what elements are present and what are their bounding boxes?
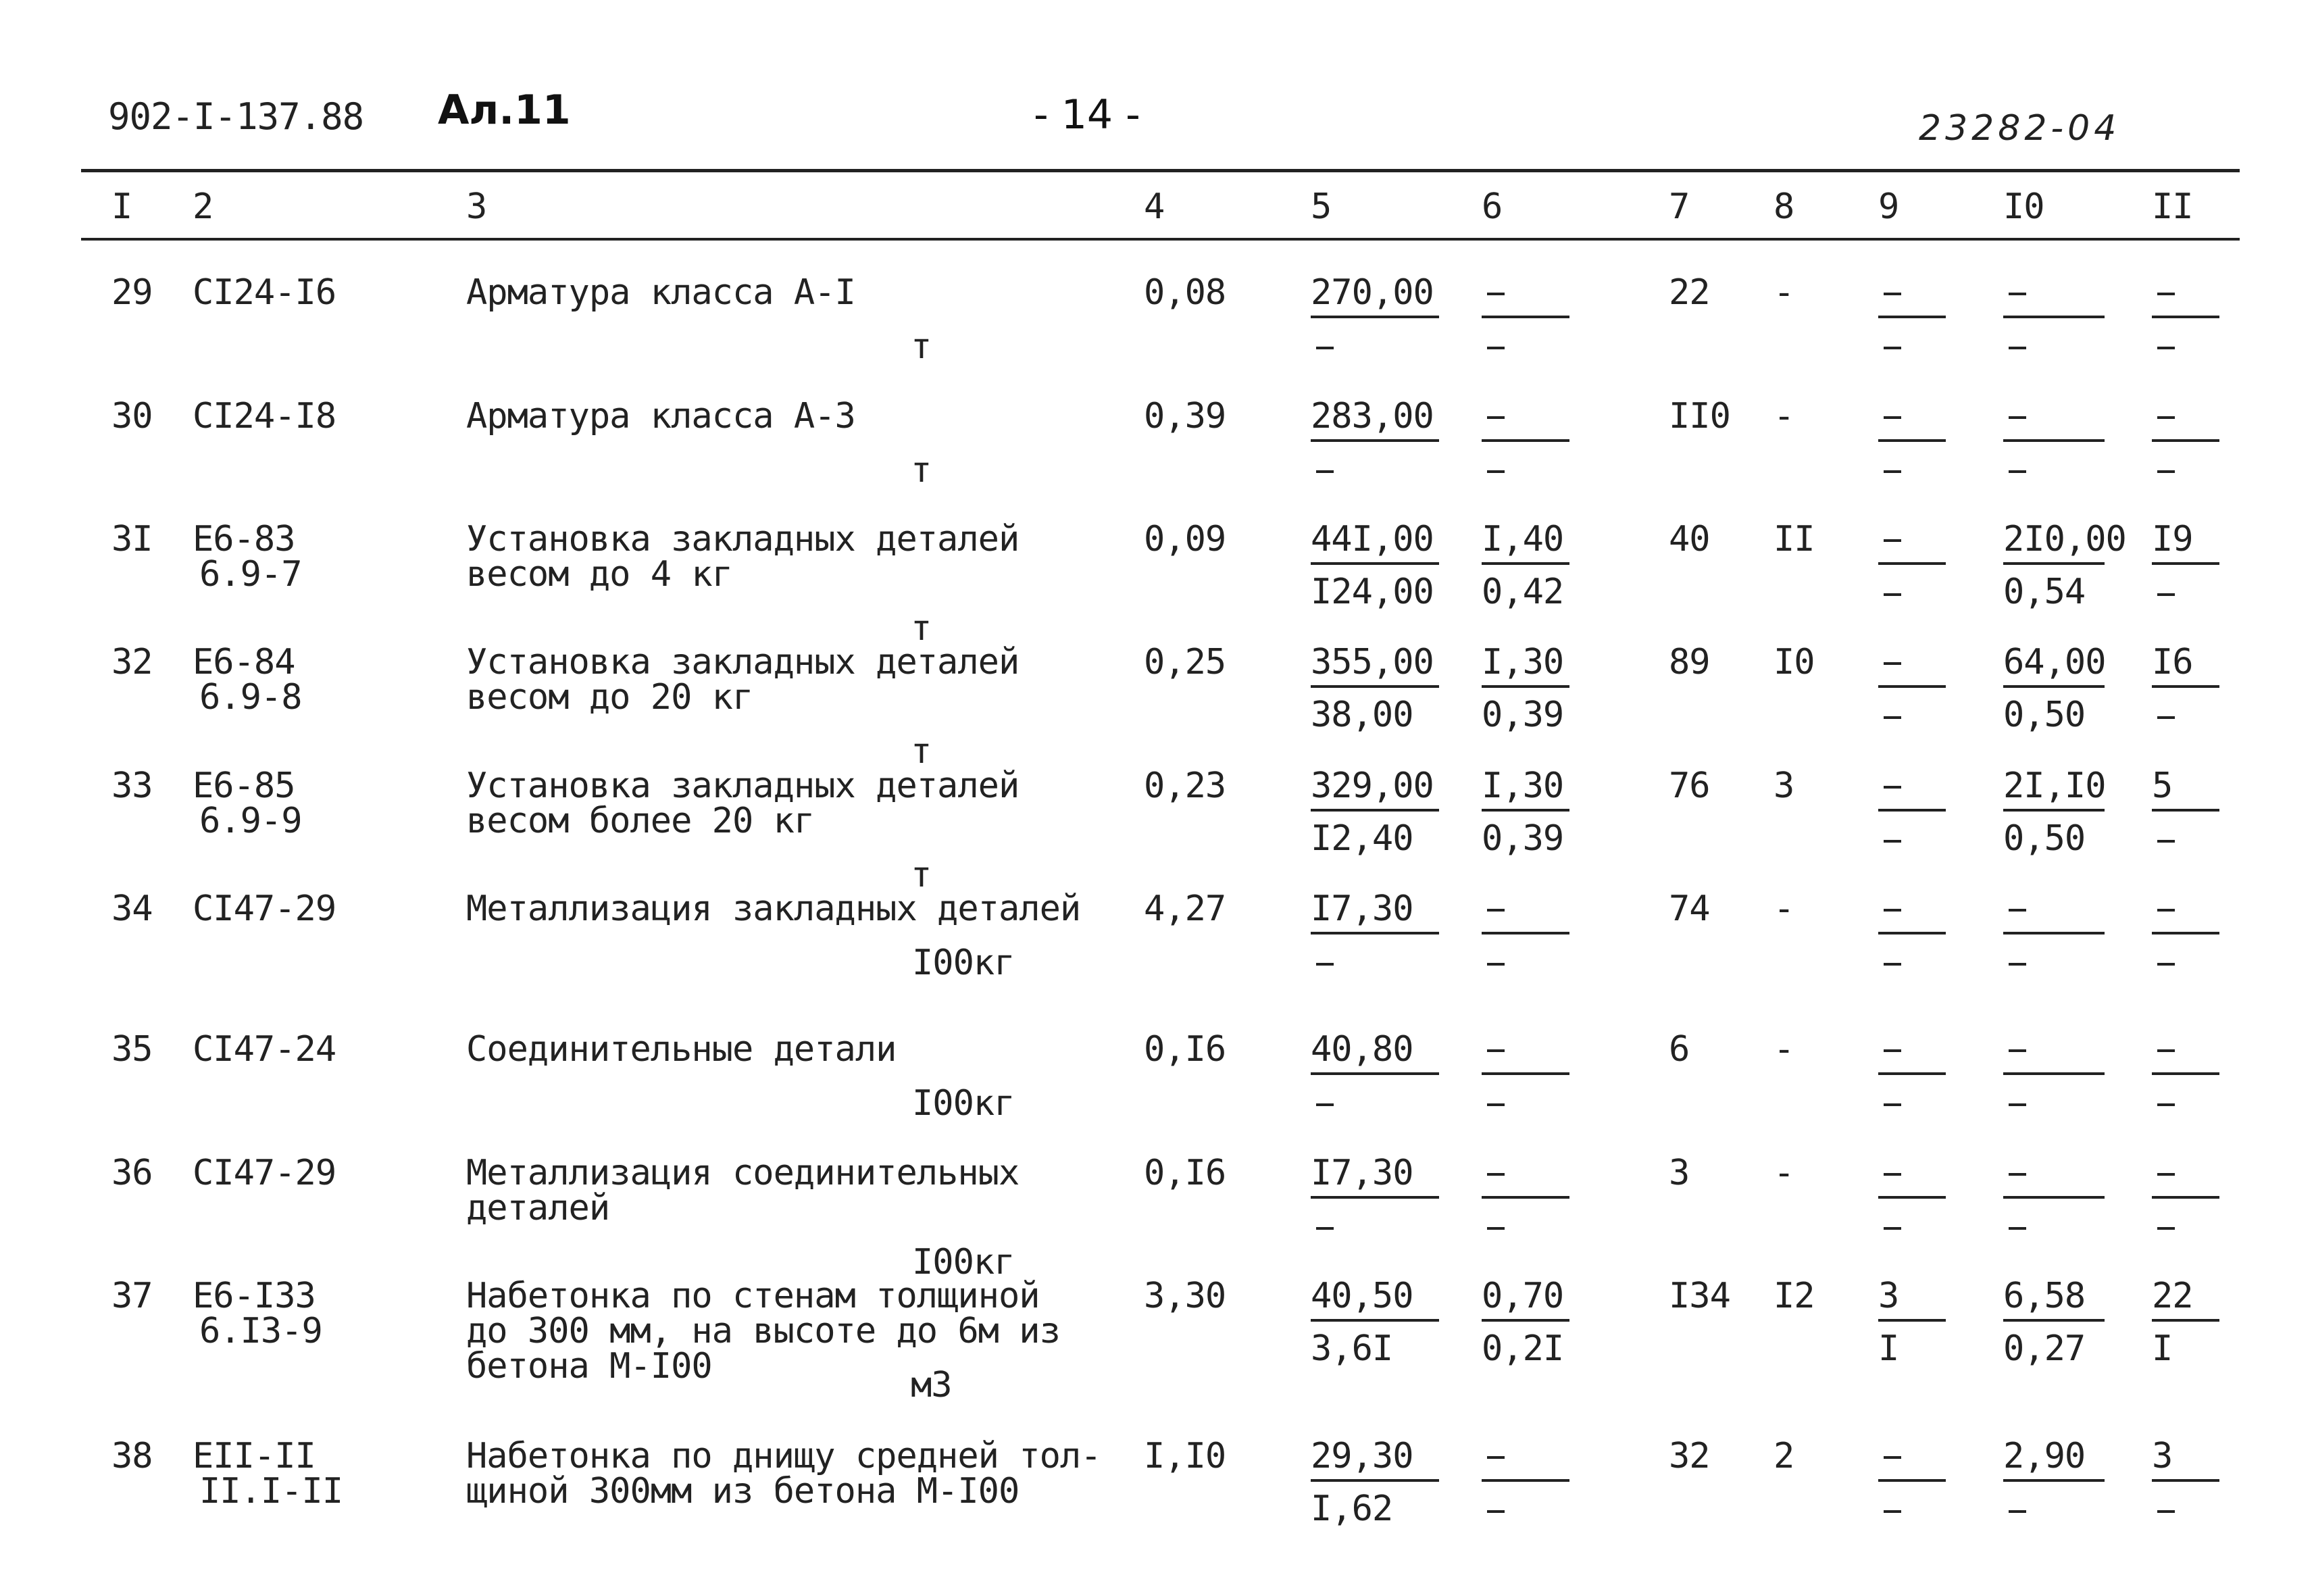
empty-value-dash (2009, 347, 2026, 349)
empty-value-dash (1884, 1103, 1901, 1106)
norm-code: Е6-84 (193, 642, 295, 682)
unit-of-measure: I00кг (912, 1083, 1015, 1124)
empty-value-dash (1487, 1510, 1505, 1513)
column-header-4: 4 (1144, 186, 1165, 227)
empty-value-dash (2157, 1173, 2175, 1176)
empty-value-dash (1487, 416, 1505, 419)
cost-c5-bottom: I,62 (1311, 1489, 1393, 1529)
empty-value-dash (2157, 593, 2175, 596)
cost-c5-top: 44I,00 (1311, 519, 1434, 559)
col7-value: II0 (1669, 396, 1730, 437)
underline-rule (1878, 685, 1946, 688)
empty-value-dash (2157, 716, 2175, 719)
work-description: деталей (466, 1188, 610, 1228)
norm-code: 6.9-9 (199, 801, 302, 841)
work-description: Набетонка по днищу средней тол- (466, 1436, 1101, 1476)
empty-value-dash (1884, 416, 1901, 419)
empty-value-dash (2157, 1227, 2175, 1230)
empty-value-dash (1884, 909, 1901, 912)
cost-c5-bottom: 38,00 (1311, 695, 1413, 735)
underline-rule (2003, 932, 2105, 934)
empty-value-dash (1884, 1510, 1901, 1513)
underline-rule (2003, 316, 2105, 318)
col7-value: 32 (1669, 1436, 1710, 1476)
quantity: 4,27 (1144, 889, 1226, 929)
col7-value: 3 (1669, 1153, 1690, 1193)
empty-value-dash (2157, 1510, 2175, 1513)
norm-code: II.I-II (199, 1471, 343, 1512)
cost-c5-top: 40,80 (1311, 1029, 1413, 1070)
work-description: Набетонка по стенам толщиной (466, 1276, 1040, 1316)
unit-of-measure: I00кг (912, 943, 1015, 983)
underline-rule (1482, 316, 1569, 318)
underline-rule (2152, 932, 2219, 934)
empty-value-dash (1884, 963, 1901, 966)
cost-c10-bottom: 0,50 (2003, 818, 2086, 859)
underline-rule (2152, 1479, 2219, 1482)
empty-value-dash (1487, 470, 1505, 473)
underline-rule (1482, 1196, 1569, 1199)
underline-rule (1482, 562, 1569, 565)
empty-value-dash (1884, 786, 1901, 789)
cost-c6-bottom: 0,39 (1482, 695, 1564, 735)
underline-rule (1878, 932, 1946, 934)
underline-rule (2003, 1196, 2105, 1199)
cost-c5-top: I7,30 (1311, 1153, 1413, 1193)
unit-of-measure: т (911, 450, 932, 491)
row-number: 36 (111, 1153, 153, 1193)
underline-rule (2152, 1196, 2219, 1199)
empty-value-dash (2157, 909, 2175, 912)
row-number: 30 (111, 396, 153, 437)
empty-value-dash (1884, 539, 1901, 542)
col7-value: 22 (1669, 272, 1710, 313)
empty-value-dash (2009, 1103, 2026, 1106)
norm-code: Е6-83 (193, 519, 295, 559)
column-header-7: 7 (1669, 186, 1690, 227)
empty-value-dash (1316, 963, 1334, 966)
row-number: 34 (111, 889, 153, 929)
cost-c6-top: I,30 (1482, 766, 1564, 806)
underline-rule (1311, 439, 1439, 442)
empty-value-dash (2157, 840, 2175, 843)
cost-c10-top: 2I0,00 (2003, 519, 2126, 559)
column-header-1: I (111, 186, 132, 227)
empty-value-dash (2009, 963, 2026, 966)
work-description: Металлизация закладных деталей (466, 889, 1081, 929)
underline-rule (2003, 562, 2105, 565)
underline-rule (1878, 439, 1946, 442)
quantity: I,I0 (1144, 1436, 1226, 1476)
col7-value: 89 (1669, 642, 1710, 682)
underline-rule (2152, 439, 2219, 442)
col8-value: 2 (1774, 1436, 1794, 1476)
empty-value-dash (2009, 416, 2026, 419)
cost-c6-top: 0,70 (1482, 1276, 1564, 1316)
underline-rule (1311, 562, 1439, 565)
underline-rule (1878, 562, 1946, 565)
row-number: 35 (111, 1029, 153, 1070)
page-number: - 14 - (1034, 91, 1140, 139)
work-description: Установка закладных деталей (466, 642, 1020, 682)
underline-rule (2003, 1479, 2105, 1482)
underline-rule (1311, 685, 1439, 688)
row-number: 38 (111, 1436, 153, 1476)
underline-rule (1878, 1072, 1946, 1075)
empty-value-dash (2157, 416, 2175, 419)
cost-c10-top: 2I,I0 (2003, 766, 2106, 806)
sheet-number: Ал.11 (438, 86, 571, 134)
cost-c10-bottom: 0,50 (2003, 695, 2086, 735)
empty-value-dash (1487, 1173, 1505, 1176)
col8-value: - (1774, 396, 1794, 437)
cost-c10-top: 2,90 (2003, 1436, 2086, 1476)
work-description: весом до 20 кг (466, 677, 753, 718)
cost-c5-top: 40,50 (1311, 1276, 1413, 1316)
cost-c11-bottom: I (2152, 1328, 2173, 1369)
underline-rule (1311, 1072, 1439, 1075)
underline-rule (1482, 809, 1569, 812)
quantity: 0,I6 (1144, 1153, 1226, 1193)
work-description: Установка закладных деталей (466, 519, 1020, 559)
underline-rule (2003, 439, 2105, 442)
empty-value-dash (2009, 293, 2026, 295)
row-number: 29 (111, 272, 153, 313)
underline-rule (1311, 809, 1439, 812)
col8-value: - (1774, 889, 1794, 929)
row-number: 37 (111, 1276, 153, 1316)
column-header-8: 8 (1774, 186, 1794, 227)
underline-rule (2152, 685, 2219, 688)
cost-c6-bottom: 0,2I (1482, 1328, 1564, 1369)
empty-value-dash (1884, 1173, 1901, 1176)
empty-value-dash (1884, 593, 1901, 596)
quantity: 0,09 (1144, 519, 1226, 559)
empty-value-dash (2157, 470, 2175, 473)
empty-value-dash (1487, 293, 1505, 295)
empty-value-dash (1884, 1049, 1901, 1052)
unit-of-measure: т (911, 731, 932, 772)
quantity: 3,30 (1144, 1276, 1226, 1316)
unit-of-measure: т (911, 855, 932, 895)
empty-value-dash (1487, 909, 1505, 912)
work-description: весом до 4 кг (466, 554, 732, 595)
empty-value-dash (1884, 662, 1901, 665)
underline-rule (2003, 809, 2105, 812)
cost-c5-bottom: I2,40 (1311, 818, 1413, 859)
empty-value-dash (1316, 1227, 1334, 1230)
empty-value-dash (1487, 347, 1505, 349)
work-description: бетона М-I00 (466, 1346, 712, 1387)
underline-rule (1482, 1319, 1569, 1322)
row-number: 3I (111, 519, 153, 559)
norm-code: CI47-29 (193, 1153, 336, 1193)
cost-c5-top: 283,00 (1311, 396, 1434, 437)
underline-rule (1482, 439, 1569, 442)
work-description: Арматура класса А-I (466, 272, 855, 313)
underline-rule (2152, 316, 2219, 318)
empty-value-dash (1884, 1456, 1901, 1459)
column-header-6: 6 (1482, 186, 1503, 227)
norm-code: Е6-I33 (193, 1276, 316, 1316)
empty-value-dash (2157, 1049, 2175, 1052)
norm-code: CI24-I8 (193, 396, 336, 437)
underline-rule (2003, 1072, 2105, 1075)
cost-c10-bottom: 0,54 (2003, 572, 2086, 612)
quantity: 0,I6 (1144, 1029, 1226, 1070)
norm-code: 6.9-8 (199, 677, 302, 718)
underline-rule (2003, 685, 2105, 688)
unit-of-measure: т (911, 326, 932, 367)
row-number: 32 (111, 642, 153, 682)
column-header-9: 9 (1878, 186, 1899, 227)
underline-rule (1878, 809, 1946, 812)
cost-c11-top: I6 (2152, 642, 2193, 682)
col7-value: 40 (1669, 519, 1710, 559)
cost-c9-top: 3 (1878, 1276, 1899, 1316)
empty-value-dash (1884, 1227, 1901, 1230)
col8-value: - (1774, 1029, 1794, 1070)
norm-code: CI47-24 (193, 1029, 336, 1070)
empty-value-dash (1316, 470, 1334, 473)
col8-value: - (1774, 1153, 1794, 1193)
cost-c5-top: I7,30 (1311, 889, 1413, 929)
cost-c11-top: I9 (2152, 519, 2193, 559)
empty-value-dash (2009, 1227, 2026, 1230)
empty-value-dash (1884, 716, 1901, 719)
col8-value: 3 (1774, 766, 1794, 806)
col8-value: - (1774, 272, 1794, 313)
unit-of-measure: т (911, 608, 932, 649)
underline-rule (1878, 1196, 1946, 1199)
cost-c9-bottom: I (1878, 1328, 1899, 1369)
underline-rule (1311, 932, 1439, 934)
empty-value-dash (2009, 1510, 2026, 1513)
underline-rule (1878, 316, 1946, 318)
col8-value: II (1774, 519, 1815, 559)
work-description: до 300 мм, на высоте до 6м из (466, 1311, 1060, 1351)
empty-value-dash (1487, 963, 1505, 966)
document-reference: 23282-04 (1919, 108, 2121, 149)
work-description: весом более 20 кг (466, 801, 815, 841)
col8-value: I2 (1774, 1276, 1815, 1316)
empty-value-dash (2009, 1173, 2026, 1176)
work-description: Металлизация соединительных (466, 1153, 1020, 1193)
quantity: 0,23 (1144, 766, 1226, 806)
doc-code: 902-I-137.88 (108, 95, 364, 138)
empty-value-dash (1316, 347, 1334, 349)
empty-value-dash (2157, 1103, 2175, 1106)
col7-value: 74 (1669, 889, 1710, 929)
cost-c6-bottom: 0,42 (1482, 572, 1564, 612)
underline-rule (2152, 1319, 2219, 1322)
underline-rule (1878, 1319, 1946, 1322)
underline-rule (1482, 932, 1569, 934)
cost-c5-top: 29,30 (1311, 1436, 1413, 1476)
cost-c11-top: 5 (2152, 766, 2173, 806)
cost-c6-top: I,30 (1482, 642, 1564, 682)
underline-rule (1311, 1196, 1439, 1199)
empty-value-dash (2157, 963, 2175, 966)
empty-value-dash (1884, 470, 1901, 473)
quantity: 0,25 (1144, 642, 1226, 682)
empty-value-dash (1884, 840, 1901, 843)
table-top-rule (81, 169, 2240, 172)
work-description: Соединительные детали (466, 1029, 897, 1070)
unit-of-measure: м3 (911, 1365, 952, 1405)
cost-c5-bottom: I24,00 (1311, 572, 1434, 612)
row-number: 33 (111, 766, 153, 806)
unit-of-measure: I00кг (912, 1242, 1015, 1282)
underline-rule (1311, 316, 1439, 318)
underline-rule (1311, 1319, 1439, 1322)
cost-c5-top: 329,00 (1311, 766, 1434, 806)
empty-value-dash (2009, 470, 2026, 473)
empty-value-dash (1487, 1049, 1505, 1052)
column-header-10: I0 (2003, 186, 2044, 227)
col7-value: 76 (1669, 766, 1710, 806)
column-header-2: 2 (193, 186, 213, 227)
underline-rule (1482, 1072, 1569, 1075)
empty-value-dash (1487, 1103, 1505, 1106)
work-description: Установка закладных деталей (466, 766, 1020, 806)
cost-c6-bottom: 0,39 (1482, 818, 1564, 859)
empty-value-dash (1884, 347, 1901, 349)
quantity: 0,39 (1144, 396, 1226, 437)
table-header-rule (81, 238, 2240, 241)
empty-value-dash (2009, 1049, 2026, 1052)
underline-rule (1482, 685, 1569, 688)
work-description: щиной 300мм из бетона М-I00 (466, 1471, 1020, 1512)
norm-code: 6.9-7 (199, 554, 302, 595)
norm-code: CI24-I6 (193, 272, 336, 313)
underline-rule (2003, 1319, 2105, 1322)
cost-c10-top: 64,00 (2003, 642, 2106, 682)
empty-value-dash (1884, 293, 1901, 295)
underline-rule (1482, 1479, 1569, 1482)
work-description: Арматура класса А-3 (466, 396, 855, 437)
cost-c11-top: 3 (2152, 1436, 2173, 1476)
underline-rule (2152, 562, 2219, 565)
empty-value-dash (1316, 1103, 1334, 1106)
col8-value: I0 (1774, 642, 1815, 682)
cost-c10-top: 6,58 (2003, 1276, 2086, 1316)
norm-code: ЕII-II (193, 1436, 316, 1476)
quantity: 0,08 (1144, 272, 1226, 313)
norm-code: 6.I3-9 (199, 1311, 322, 1351)
col7-value: I34 (1669, 1276, 1730, 1316)
empty-value-dash (2157, 293, 2175, 295)
cost-c5-bottom: 3,6I (1311, 1328, 1393, 1369)
column-header-11: II (2152, 186, 2193, 227)
empty-value-dash (2157, 347, 2175, 349)
norm-code: Е6-85 (193, 766, 295, 806)
empty-value-dash (1487, 1227, 1505, 1230)
underline-rule (1311, 1479, 1439, 1482)
underline-rule (1878, 1479, 1946, 1482)
col7-value: 6 (1669, 1029, 1690, 1070)
cost-c5-top: 270,00 (1311, 272, 1434, 313)
empty-value-dash (2009, 909, 2026, 912)
column-header-5: 5 (1311, 186, 1332, 227)
norm-code: CI47-29 (193, 889, 336, 929)
cost-c10-bottom: 0,27 (2003, 1328, 2086, 1369)
empty-value-dash (1487, 1456, 1505, 1459)
cost-c5-top: 355,00 (1311, 642, 1434, 682)
underline-rule (2152, 809, 2219, 812)
cost-c11-top: 22 (2152, 1276, 2193, 1316)
underline-rule (2152, 1072, 2219, 1075)
column-header-3: 3 (466, 186, 487, 227)
cost-c6-top: I,40 (1482, 519, 1564, 559)
